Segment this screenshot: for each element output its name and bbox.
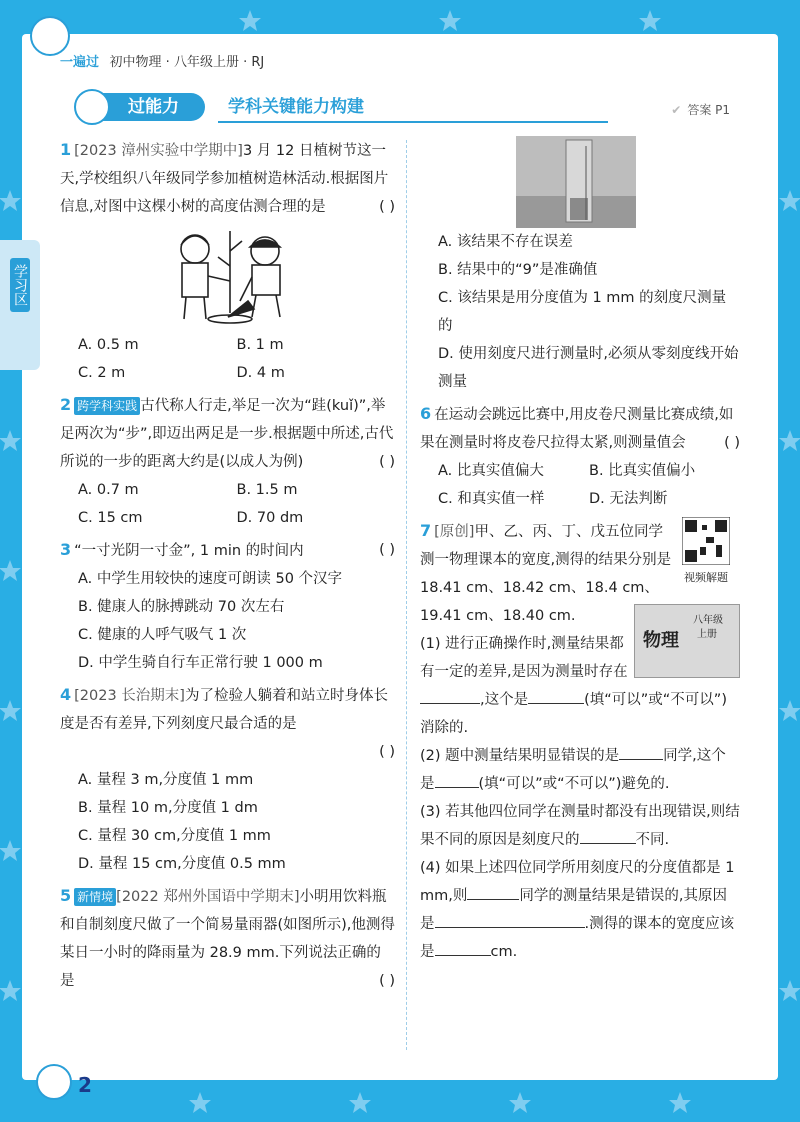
question-3 (60, 536, 395, 677)
sub1-text: (填“可以”或“不可以”)消除的. (420, 692, 727, 736)
book-grade: 八年级 (693, 615, 723, 626)
sub4-text: .测得的课本的宽度应该是 (420, 916, 735, 960)
question-text: 为了检验人躺着和站立时身体长度是否有差异,下列刻度尺最合适的是 (60, 688, 388, 732)
blank-input[interactable] (435, 771, 479, 788)
question-text: 3 月 12 日植树节这一天,学校组织八年级同学参加植树造林活动.根据图片信息,对图中这棵小树的高度估测合理的是 (60, 143, 389, 215)
options-grid (420, 457, 740, 513)
q5-option-a[interactable]: A. 该结果不存在误差 (438, 234, 573, 250)
question-text: 甲、乙、丙、丁、戊五位同学测一物理课本的宽度,测得的结果分别是 18.41 cm、18.42 cm、18.4 cm、19.41 cm、18.40 cm. (420, 524, 672, 624)
question-tag: 新情境 (74, 888, 116, 906)
sub2-text: (填“可以”或“不可以”)避免的. (478, 776, 670, 792)
question-5 (60, 882, 395, 995)
question-2 (60, 391, 395, 532)
option-d[interactable]: D. 无法判断 (589, 491, 668, 507)
options-grid (60, 476, 395, 532)
book-title: 物理 (643, 630, 679, 651)
question-4 (60, 681, 395, 878)
sub1-text: (1) 进行正确操作时,测量结果都有一定的差异,是因为测量时存在 (420, 636, 628, 680)
sub4-text: cm. (490, 944, 518, 960)
page-number: 2 (78, 1073, 92, 1097)
q5-option-c[interactable]: C. 该结果是用分度值为 1 mm 的刻度尺测量的 (438, 290, 727, 334)
answer-ref-text: 答案 P1 (687, 103, 730, 117)
option-c[interactable]: C. 15 cm (78, 510, 143, 526)
blank-input[interactable] (435, 939, 491, 956)
blank-input[interactable] (467, 883, 519, 900)
section-title: 过能力 (100, 93, 205, 121)
option-a[interactable]: A. 比真实值偏大 (438, 463, 544, 479)
blank-input[interactable] (435, 911, 585, 928)
sub3-text: (3) 若其他四位同学在测量时都没有出现错误,则结果不同的原因是刻度尺的 (420, 804, 740, 848)
textbook-cover (634, 604, 740, 678)
option-c[interactable]: C. 2 m (78, 365, 126, 381)
sub-question-3 (420, 798, 740, 854)
question-source: [2023 长治期末] (74, 688, 185, 704)
tree-planting-illustration (60, 221, 395, 331)
question-1 (60, 136, 395, 387)
series-header (60, 51, 264, 70)
sub4-text: 同学的测量结果是错误的,其原因是 (420, 888, 727, 932)
question-7 (420, 517, 740, 966)
q5-option-d[interactable]: D. 使用刻度尺进行测量时,必须从零刻度线开始测量 (438, 346, 739, 390)
question-number: 3 (60, 540, 72, 559)
left-column (60, 136, 395, 999)
question-source: [2023 漳州实验中学期中] (74, 143, 243, 159)
column-divider (406, 140, 407, 1050)
question-text: 小明用饮料瓶和自制刻度尺做了一个简易量雨器(如图所示),他测得某日一小时的降雨量为 28.9 mm.下列说法正确的是 (60, 889, 395, 989)
q5-option-b[interactable]: B. 结果中的“9”是准确值 (438, 262, 598, 278)
video-qr[interactable] (672, 517, 740, 586)
option-b[interactable]: B. 健康人的脉搏跳动 70 次左右 (78, 599, 285, 615)
footer-mascot-icon (36, 1064, 72, 1100)
option-a[interactable]: A. 0.7 m (78, 482, 139, 498)
sub2-text: 同学,这个是 (420, 748, 726, 792)
blank-input[interactable] (580, 827, 636, 844)
section-bar (70, 93, 730, 123)
sub-question-4 (420, 854, 740, 966)
question-number: 5 (60, 886, 72, 905)
blank-input[interactable] (619, 743, 663, 760)
sub3-text: 不同. (635, 832, 670, 848)
question-text: “一寸光阴一寸金”, 1 min 的时间内 (74, 543, 304, 559)
answer-paren: ( ) (379, 199, 395, 215)
option-c[interactable]: C. 和真实值一样 (438, 491, 545, 507)
option-d[interactable]: D. 4 m (236, 365, 285, 381)
question-text: 古代称人行走,举足一次为“跬(kuǐ)”,举足两次为“步”,即迈出两足是一步.根据题中所述,古代所说的一步的距离大约是(以成人为例) (60, 398, 394, 470)
option-a[interactable]: A. 0.5 m (78, 337, 139, 353)
question-number: 7 (420, 521, 432, 540)
option-d[interactable]: D. 70 dm (236, 510, 304, 526)
answer-ref (671, 101, 730, 118)
option-b[interactable]: B. 1.5 m (236, 482, 298, 498)
option-c[interactable]: C. 健康的人呼气吸气 1 次 (78, 627, 247, 643)
answer-paren: ( ) (724, 435, 740, 451)
answer-paren: ( ) (379, 973, 395, 989)
check-icon: ✔ (671, 103, 682, 117)
question-number: 6 (420, 404, 432, 423)
options-grid (60, 331, 395, 387)
series-logo: 一遍过 (60, 55, 100, 70)
question-6 (420, 400, 740, 513)
sub2-text: (2) 题中测量结果明显错误的是 (420, 748, 620, 764)
answer-paren: ( ) (379, 542, 395, 558)
sub1-text: ,这个是 (480, 692, 529, 708)
book-volume: 上册 (697, 629, 717, 640)
section-subtitle: 学科关键能力构建 (218, 93, 608, 123)
breadcrumb: 初中物理 · 八年级上册 · RJ (109, 55, 265, 70)
question-number: 4 (60, 685, 72, 704)
option-b[interactable]: B. 1 m (236, 337, 284, 353)
qr-code-icon (682, 517, 730, 565)
section-mascot-icon (74, 89, 110, 125)
option-b[interactable]: B. 量程 10 m,分度值 1 dm (78, 800, 258, 816)
question-tag: 跨学科实践 (74, 397, 140, 415)
right-column (420, 136, 740, 970)
sub4-text: (4) 如果上述四位同学所用刻度尺的分度值都是 1 mm,则 (420, 860, 735, 904)
blank-input[interactable] (528, 687, 584, 704)
question-source: [2022 郑州外国语中学期末] (116, 889, 300, 905)
star-mascot-icon (30, 16, 70, 56)
question-text: 在运动会跳远比赛中,用皮卷尺测量比赛成绩,如果在测量时将皮卷尺拉得太紧,则测量值会 (420, 407, 734, 451)
question-number: 2 (60, 395, 72, 414)
side-tab-label: 学习区 (10, 258, 30, 312)
option-d[interactable]: D. 量程 15 cm,分度值 0.5 mm (78, 856, 286, 872)
sub-question-2 (420, 742, 740, 798)
video-label: 视频解题 (684, 571, 728, 584)
option-c[interactable]: C. 量程 30 cm,分度值 1 mm (78, 828, 271, 844)
side-tab (0, 240, 40, 370)
question-number: 1 (60, 140, 72, 159)
answer-paren: ( ) (379, 744, 395, 760)
option-d[interactable]: D. 中学生骑自行车正常行驶 1 000 m (78, 655, 323, 671)
option-a[interactable]: A. 量程 3 m,分度值 1 mm (78, 772, 254, 788)
blank-input[interactable] (420, 687, 480, 704)
answer-paren: ( ) (379, 454, 395, 470)
question-source: [原创] (434, 524, 475, 540)
option-a[interactable]: A. 中学生用较快的速度可朗读 50 个汉字 (78, 571, 343, 587)
rain-gauge-photo (516, 136, 800, 228)
option-b[interactable]: B. 比真实值偏小 (589, 463, 696, 479)
